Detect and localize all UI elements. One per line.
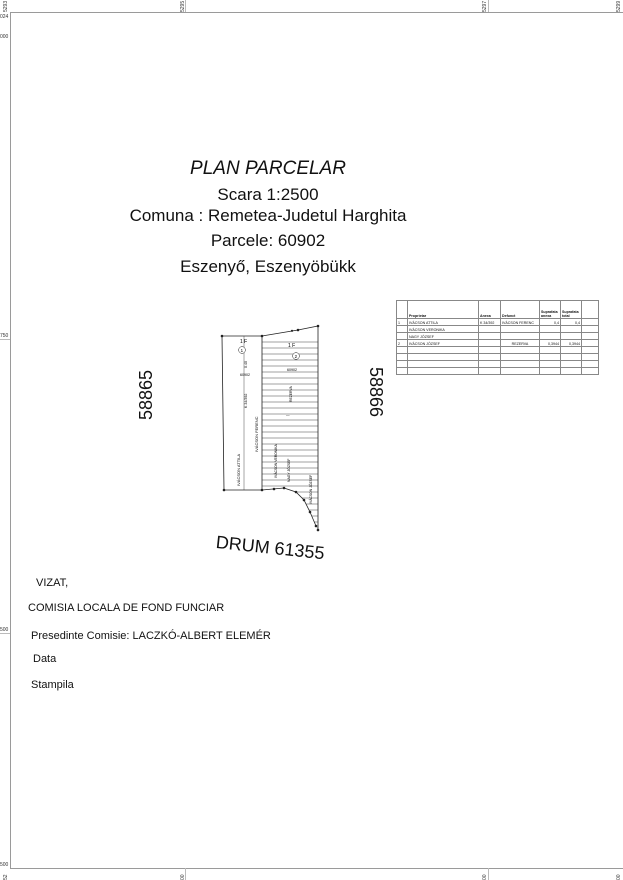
owners-table-header-cell: Anexa (479, 301, 501, 319)
road-label: DRUM 61355 (214, 532, 326, 564)
lot-2-reserve-label: REZERVA (289, 386, 293, 402)
table-cell (408, 347, 479, 354)
table-cell (582, 347, 599, 354)
table-row (397, 361, 599, 368)
table-cell: 0,3944 (540, 340, 561, 347)
table-cell (540, 354, 561, 361)
table-cell (561, 333, 582, 340)
table-row (397, 354, 599, 361)
table-cell (540, 361, 561, 368)
table-cell (561, 326, 582, 333)
owners-table-header-cell: Proprietar (408, 301, 479, 319)
table-cell (397, 333, 408, 340)
plan-parcels: Parcele: 60902 (210, 231, 326, 250)
table-cell (501, 333, 540, 340)
stamp-label: Stampila (31, 679, 74, 691)
table-cell: IVÁCSON VERONIKA (408, 326, 479, 333)
table-cell: 1 (397, 319, 408, 326)
plan-commune: Comuna : Remetea-Judetul Harghita (129, 206, 407, 225)
table-row (397, 326, 599, 333)
grid-tick (488, 868, 489, 880)
grid-label-left: 500 (0, 627, 9, 633)
frame-left-line (10, 12, 11, 868)
grid-label-bottom: 52 (3, 874, 9, 880)
table-cell (479, 361, 501, 368)
owners-table-header (397, 301, 599, 319)
table-cell (561, 354, 582, 361)
table-cell (540, 326, 561, 333)
plan-title: PLAN PARCELAR (190, 158, 346, 179)
grid-label-left: 024 (0, 14, 9, 20)
table-cell (501, 347, 540, 354)
table-cell (479, 354, 501, 361)
table-cell: 0,4 (540, 319, 561, 326)
grid-tick (0, 339, 10, 340)
table-cell: IVÁCSON JÓZSEF (408, 340, 479, 347)
grid-label-bottom: 00 (180, 874, 186, 880)
frame-top-line (10, 12, 623, 13)
table-cell (582, 354, 599, 361)
table-cell (540, 368, 561, 375)
owners-table-header-cell: Suprafata total (561, 301, 582, 319)
commission-president: Presedinte Comisie: LACZKÓ-ALBERT ELEMÉR (31, 630, 271, 642)
frame-bottom-line (10, 868, 623, 869)
parcel-number-label: 60902 (240, 373, 250, 377)
table-cell (582, 326, 599, 333)
owner-label: IVÁCSON ATTILA (236, 453, 241, 486)
table-cell: NAGY JÓZSEF (408, 333, 479, 340)
table-cell (479, 340, 501, 347)
grid-tick (0, 633, 10, 634)
table-cell (540, 333, 561, 340)
table-cell (582, 319, 599, 326)
owners-table (396, 300, 599, 375)
table-row (397, 368, 599, 375)
lot-1-code: 1 F (240, 339, 248, 345)
table-cell (561, 368, 582, 375)
table-cell: K 34/392 (479, 319, 501, 326)
lot-2-small-label: — (286, 413, 290, 417)
table-row (397, 340, 599, 347)
table-cell: 0,4 (561, 319, 582, 326)
table-cell: 2 (397, 340, 408, 347)
table-cell (397, 347, 408, 354)
owner-label: IVÁCSON FERENC (254, 416, 259, 452)
grid-label-top: 5295 (180, 0, 186, 12)
grid-label-top: 5299 (616, 0, 622, 12)
owner-label: IVÁCSON JÓZSEF (309, 474, 313, 504)
table-cell (582, 361, 599, 368)
lot-1-boundary (222, 336, 262, 490)
owner-label: IVÁCSON VERONIKA (274, 444, 278, 478)
neighbor-parcel-right: 58866 (366, 367, 386, 418)
approval-heading: VIZAT, (36, 577, 69, 589)
table-cell (501, 361, 540, 368)
commission-name: COMISIA LOCALA DE FOND FUNCIAR (28, 602, 225, 614)
neighbor-parcel-left: 58865 (136, 369, 156, 420)
plan-place-names: Eszenyő, Eszenyöbükk (180, 257, 356, 276)
table-cell (397, 326, 408, 333)
plan-scale: Scara 1:2500 (217, 185, 319, 204)
table-cell: IVÁCSON FERENC (501, 319, 540, 326)
table-row (397, 333, 599, 340)
lot-1-number: 1 (240, 347, 244, 353)
lot-1-area: 0.40 (244, 361, 248, 368)
lot-2-code: 1 F (288, 343, 296, 349)
table-cell (408, 354, 479, 361)
table-cell (408, 361, 479, 368)
table-cell (540, 347, 561, 354)
owners-table-header-cell (397, 301, 408, 319)
table-cell (561, 347, 582, 354)
grid-label-left: 000 (0, 34, 9, 40)
table-cell (479, 326, 501, 333)
grid-label-left: 750 (0, 333, 9, 339)
date-label: Data (33, 653, 57, 665)
table-cell: REZERVA (501, 340, 540, 347)
table-cell (561, 361, 582, 368)
table-cell (397, 361, 408, 368)
table-cell (397, 354, 408, 361)
table-cell (479, 333, 501, 340)
owners-table-header-cell (582, 301, 599, 319)
lot-2-number: 2 (294, 353, 298, 359)
table-cell (408, 368, 479, 375)
table-cell: 0,3944 (561, 340, 582, 347)
table-cell: IVÁCSON ATTILA (408, 319, 479, 326)
boundary-points (221, 325, 320, 532)
table-cell (397, 368, 408, 375)
lot-2-parcel-label: 60902 (287, 368, 297, 372)
grid-label-bottom: 00 (616, 874, 622, 880)
grid-label-bottom: 00 (482, 874, 488, 880)
grid-tick (488, 0, 489, 12)
table-cell (582, 340, 599, 347)
table-cell (501, 368, 540, 375)
table-row (397, 319, 599, 326)
road-boundary (262, 488, 316, 526)
table-cell (582, 333, 599, 340)
parcel-map (200, 320, 340, 540)
owners-table-header-cell: Suprafata anexa (540, 301, 561, 319)
deed-label: K 34/392 (244, 393, 248, 408)
table-cell (479, 347, 501, 354)
table-row (397, 347, 599, 354)
grid-label-top: 5293 (3, 0, 9, 12)
table-cell (501, 354, 540, 361)
grid-label-top: 5297 (482, 0, 488, 12)
owners-table-header-cell: Defunct (501, 301, 540, 319)
table-cell (501, 326, 540, 333)
grid-label-left: 500 (0, 862, 9, 868)
table-cell (582, 368, 599, 375)
table-cell (479, 368, 501, 375)
owner-label: NAGY JÓZSEF (287, 458, 291, 482)
